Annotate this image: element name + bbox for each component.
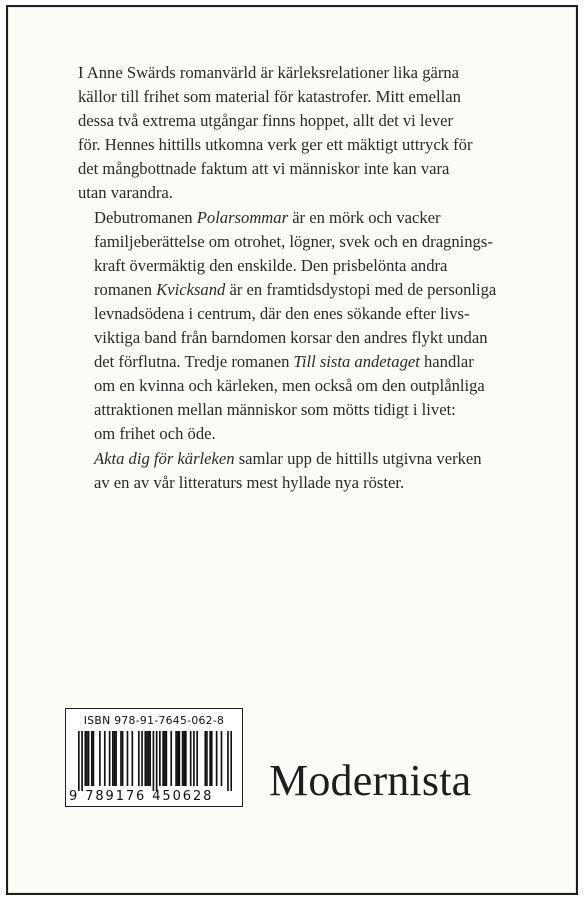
barcode-bar xyxy=(127,731,129,786)
barcode-bar xyxy=(138,731,140,786)
barcode-bar xyxy=(227,731,229,791)
blurb-line: familjeberättelse om otrohet, lögner, svek och en dragnings- xyxy=(94,231,493,251)
barcode-bar xyxy=(216,731,218,786)
barcode-bar xyxy=(141,731,143,786)
barcode-bar xyxy=(109,731,111,786)
blurb-line: kraft övermäktig den enskilde. Den prisbelönta andra xyxy=(94,255,448,275)
barcode-bars xyxy=(78,731,232,791)
barcode-bar xyxy=(120,731,122,786)
barcode-bar xyxy=(122,731,124,786)
isbn-label: ISBN 978-91-7645-062-8 xyxy=(83,714,225,727)
blurb-line xyxy=(78,447,538,471)
barcode-bar xyxy=(209,731,211,786)
barcode-bar xyxy=(190,731,192,786)
barcode-bar xyxy=(131,731,133,786)
barcode-bar xyxy=(104,731,106,786)
barcode-bar xyxy=(211,731,213,786)
blurb-text-run: det förflutna. Tredje romanen xyxy=(94,352,294,372)
barcode-bar xyxy=(99,731,101,786)
book-back-cover xyxy=(6,5,578,895)
blurb-paragraph-3 xyxy=(78,447,538,495)
barcode-bar xyxy=(91,731,93,786)
barcode-bar xyxy=(156,731,158,791)
barcode-bar xyxy=(166,731,168,786)
blurb-line xyxy=(78,278,538,302)
blurb-line: viktiga band från barndomen korsar den andres flykt undan xyxy=(94,328,488,348)
blurb-text-run: romanen xyxy=(94,279,157,299)
book-title-polarsommar: Polarsommar xyxy=(196,207,289,227)
barcode-bar xyxy=(86,731,88,786)
barcode-bar xyxy=(183,731,185,786)
blurb-paragraph-2 xyxy=(78,206,538,447)
blurb-line: för. Hennes hittills utkomna verk ger ett mäktigt uttryck för xyxy=(78,135,473,155)
blurb-line: det mångbottnade faktum att vi människor inte kan vara xyxy=(78,159,450,179)
blurb-text-run: är en framtidsdystopi med de personliga xyxy=(225,279,497,299)
blurb-text xyxy=(78,61,538,495)
book-title-kvicksand: Kvicksand xyxy=(156,279,226,299)
barcode-bar xyxy=(182,731,184,786)
blurb-text-run: är en mörk och vacker xyxy=(288,207,441,227)
barcode-bar xyxy=(146,731,148,786)
blurb-line: källor till frihet som material för katastrofer. Mitt emellan xyxy=(78,87,461,107)
blurb-line: av en av vår litteraturs mest hyllade nya röster. xyxy=(94,472,405,492)
blurb-paragraph-1 xyxy=(78,61,538,206)
barcode-bar xyxy=(84,731,86,786)
publisher-logo: Modernista xyxy=(269,756,472,805)
barcode-bar xyxy=(204,731,206,786)
barcode-bar xyxy=(81,731,83,791)
barcode-bar xyxy=(221,731,223,786)
barcode-bar xyxy=(159,731,161,786)
barcode-bar xyxy=(164,731,166,786)
blurb-line: I Anne Swärds romanvärld är kärleksrelationer lika gärna xyxy=(78,63,460,82)
blurb-line xyxy=(78,350,538,374)
isbn-barcode-box xyxy=(65,708,243,807)
barcode-bar xyxy=(149,731,151,786)
barcode-bar xyxy=(78,731,80,791)
barcode-bar xyxy=(114,731,116,786)
barcode-bar xyxy=(206,731,208,786)
blurb-line: om frihet och öde. xyxy=(94,424,216,444)
blurb-line: utan varandra. xyxy=(78,183,173,203)
barcode-bar xyxy=(153,731,155,791)
barcode-bar xyxy=(144,731,146,786)
barcode-bar xyxy=(170,731,172,786)
barcode-bar xyxy=(115,731,117,786)
blurb-text-run: Debutromanen xyxy=(94,207,197,227)
barcode-bar xyxy=(112,731,114,786)
barcode-bar xyxy=(177,731,179,786)
book-title-till-sista-andetaget: Till sista andetaget xyxy=(293,352,420,372)
barcode-bar xyxy=(185,731,187,786)
blurb-text-run: handlar xyxy=(419,352,474,372)
barcode-bar xyxy=(93,731,95,786)
blurb-line: attraktionen mellan människor som mötts tidigt i livet: xyxy=(94,400,456,420)
blurb-line: dessa två extrema utgångar finns hoppet, allt det vi lever xyxy=(78,111,454,131)
book-title-akta-dig-for-karleken: Akta dig för kärleken xyxy=(94,448,235,468)
barcode-bar xyxy=(148,731,150,786)
blurb-line: levnadsödena i centrum, där den enes sökande efter livs- xyxy=(94,303,470,323)
barcode-bar xyxy=(88,731,90,786)
barcode-bar xyxy=(196,731,198,786)
barcode-bar xyxy=(175,731,177,786)
blurb-line: om en kvinna och kärleken, men också om den outplånliga xyxy=(94,376,485,396)
barcode-bar xyxy=(162,731,164,786)
blurb-line xyxy=(78,206,538,230)
barcode-bar xyxy=(179,731,181,786)
barcode-bar xyxy=(193,731,195,786)
blurb-text-run: samlar upp de hittills utgivna verken xyxy=(234,448,482,468)
barcode-bar xyxy=(230,731,232,791)
ean-digits: 9 789176 450628 xyxy=(69,789,214,804)
